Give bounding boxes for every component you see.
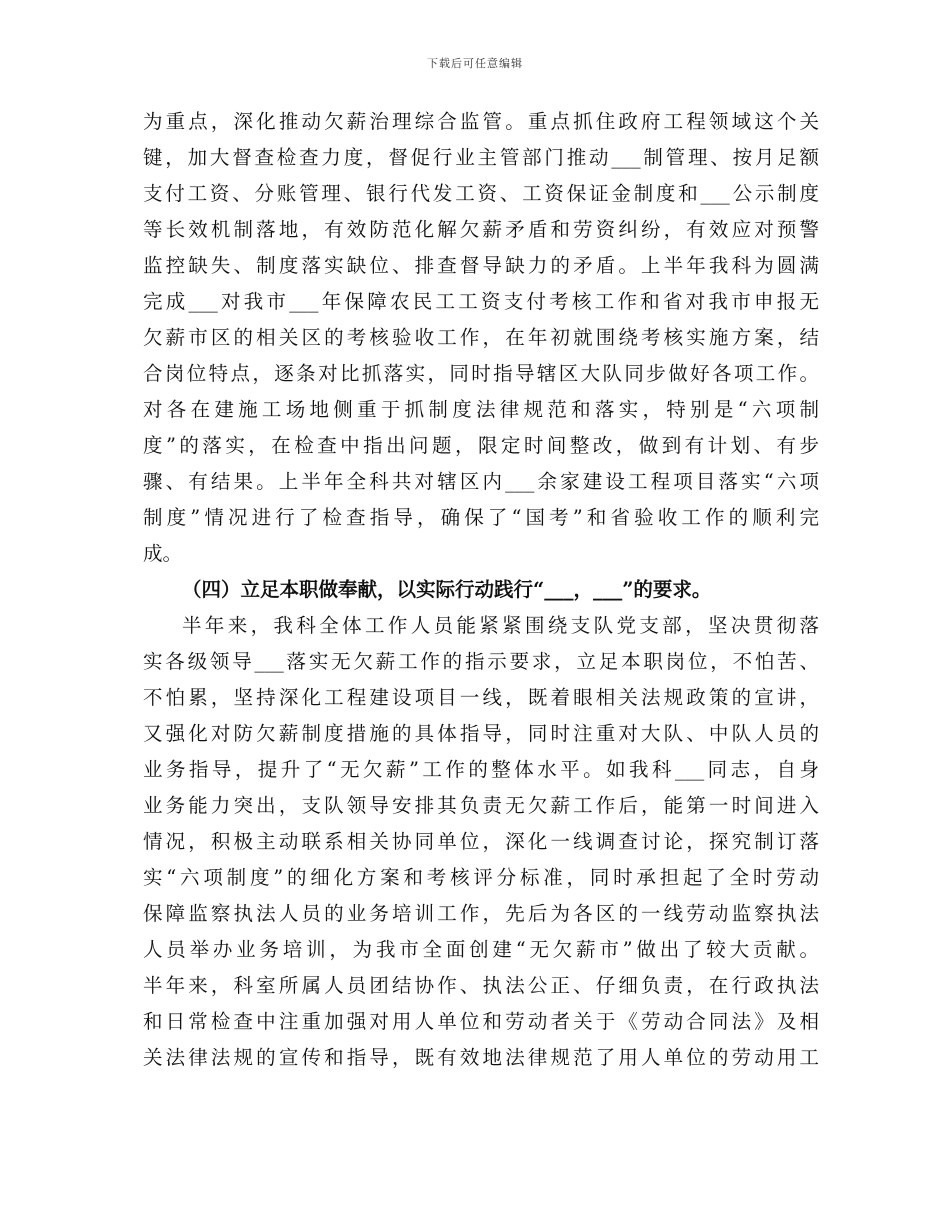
- body-line: 实“六项制度”的细化方案和考核评分标准，同时承担起了全时劳动: [143, 866, 819, 889]
- body-line: 业务能力突出，支队领导安排其负责无欠薪工作后，能第一时间进入: [143, 794, 819, 817]
- body-line: 又强化对防欠薪制度措施的具体指导，同时注重对大队、中队人员的: [143, 722, 819, 745]
- body-line: 完成___对我市___年保障农民工工资支付考核工作和省对我市申报无: [143, 290, 819, 313]
- body-line: 关法律法规的宣传和指导，既有效地法律规范了用人单位的劳动用工: [143, 1046, 819, 1069]
- body-line: 欠薪市区的相关区的考核验收工作，在年初就围绕考核实施方案，结: [143, 326, 819, 349]
- body-line: 不怕累，坚持深化工程建设项目一线，既着眼相关法规政策的宣讲，: [143, 686, 819, 709]
- body-line: 半年来，科室所属人员团结协作、执法公正、仔细负责，在行政执法: [143, 974, 819, 997]
- body-line: 保障监察执法人员的业务培训工作，先后为各区的一线劳动监察执法: [143, 902, 819, 925]
- body-line: 骤、有结果。上半年全科共对辖区内___余家建设工程项目落实“六项: [143, 470, 819, 493]
- section-heading: （四）立足本职做奉献，以实际行动践行“___，___”的要求。: [182, 578, 712, 601]
- document-body: [143, 104, 819, 1076]
- body-line: 实各级领导___落实无欠薪工作的指示要求，立足本职岗位，不怕苦、: [143, 650, 819, 673]
- page-header: 下载后可任意编辑: [427, 57, 523, 70]
- body-line: 人员举办业务培训，为我市全面创建“无欠薪市”做出了较大贡献。: [143, 938, 819, 961]
- body-line: 制度”情况进行了检查指导，确保了“国考”和省验收工作的顺利完: [143, 506, 819, 529]
- body-line: 支付工资、分账管理、银行代发工资、工资保证金制度和___公示制度: [143, 182, 819, 205]
- body-line: 监控缺失、制度落实缺位、排查督导缺力的矛盾。上半年我科为圆满: [143, 254, 819, 277]
- body-line: 业务指导，提升了“无欠薪”工作的整体水平。如我科___同志，自身: [143, 758, 819, 781]
- body-line: 为重点，深化推动欠薪治理综合监管。重点抓住政府工程领域这个关: [143, 110, 819, 133]
- body-line: 键，加大督查检查力度，督促行业主管部门推动___制管理、按月足额: [143, 146, 819, 169]
- body-line: 合岗位特点，逐条对比抓落实，同时指导辖区大队同步做好各项工作。: [143, 362, 819, 385]
- body-line: 度”的落实，在检查中指出问题，限定时间整改，做到有计划、有步: [143, 434, 819, 457]
- body-line: 半年来，我科全体工作人员能紧紧围绕支队党支部，坚决贯彻落: [182, 614, 819, 637]
- body-line: 和日常检查中注重加强对用人单位和劳动者关于《劳动合同法》及相: [143, 1010, 819, 1033]
- body-line: 情况，积极主动联系相关协同单位，深化一线调查讨论，探究制订落: [143, 830, 819, 853]
- body-line: 等长效机制落地，有效防范化解欠薪矛盾和劳资纠纷，有效应对预警: [143, 218, 819, 241]
- body-line: 对各在建施工场地侧重于抓制度法律规范和落实，特别是“六项制: [143, 398, 819, 421]
- body-line: 成。: [143, 542, 183, 565]
